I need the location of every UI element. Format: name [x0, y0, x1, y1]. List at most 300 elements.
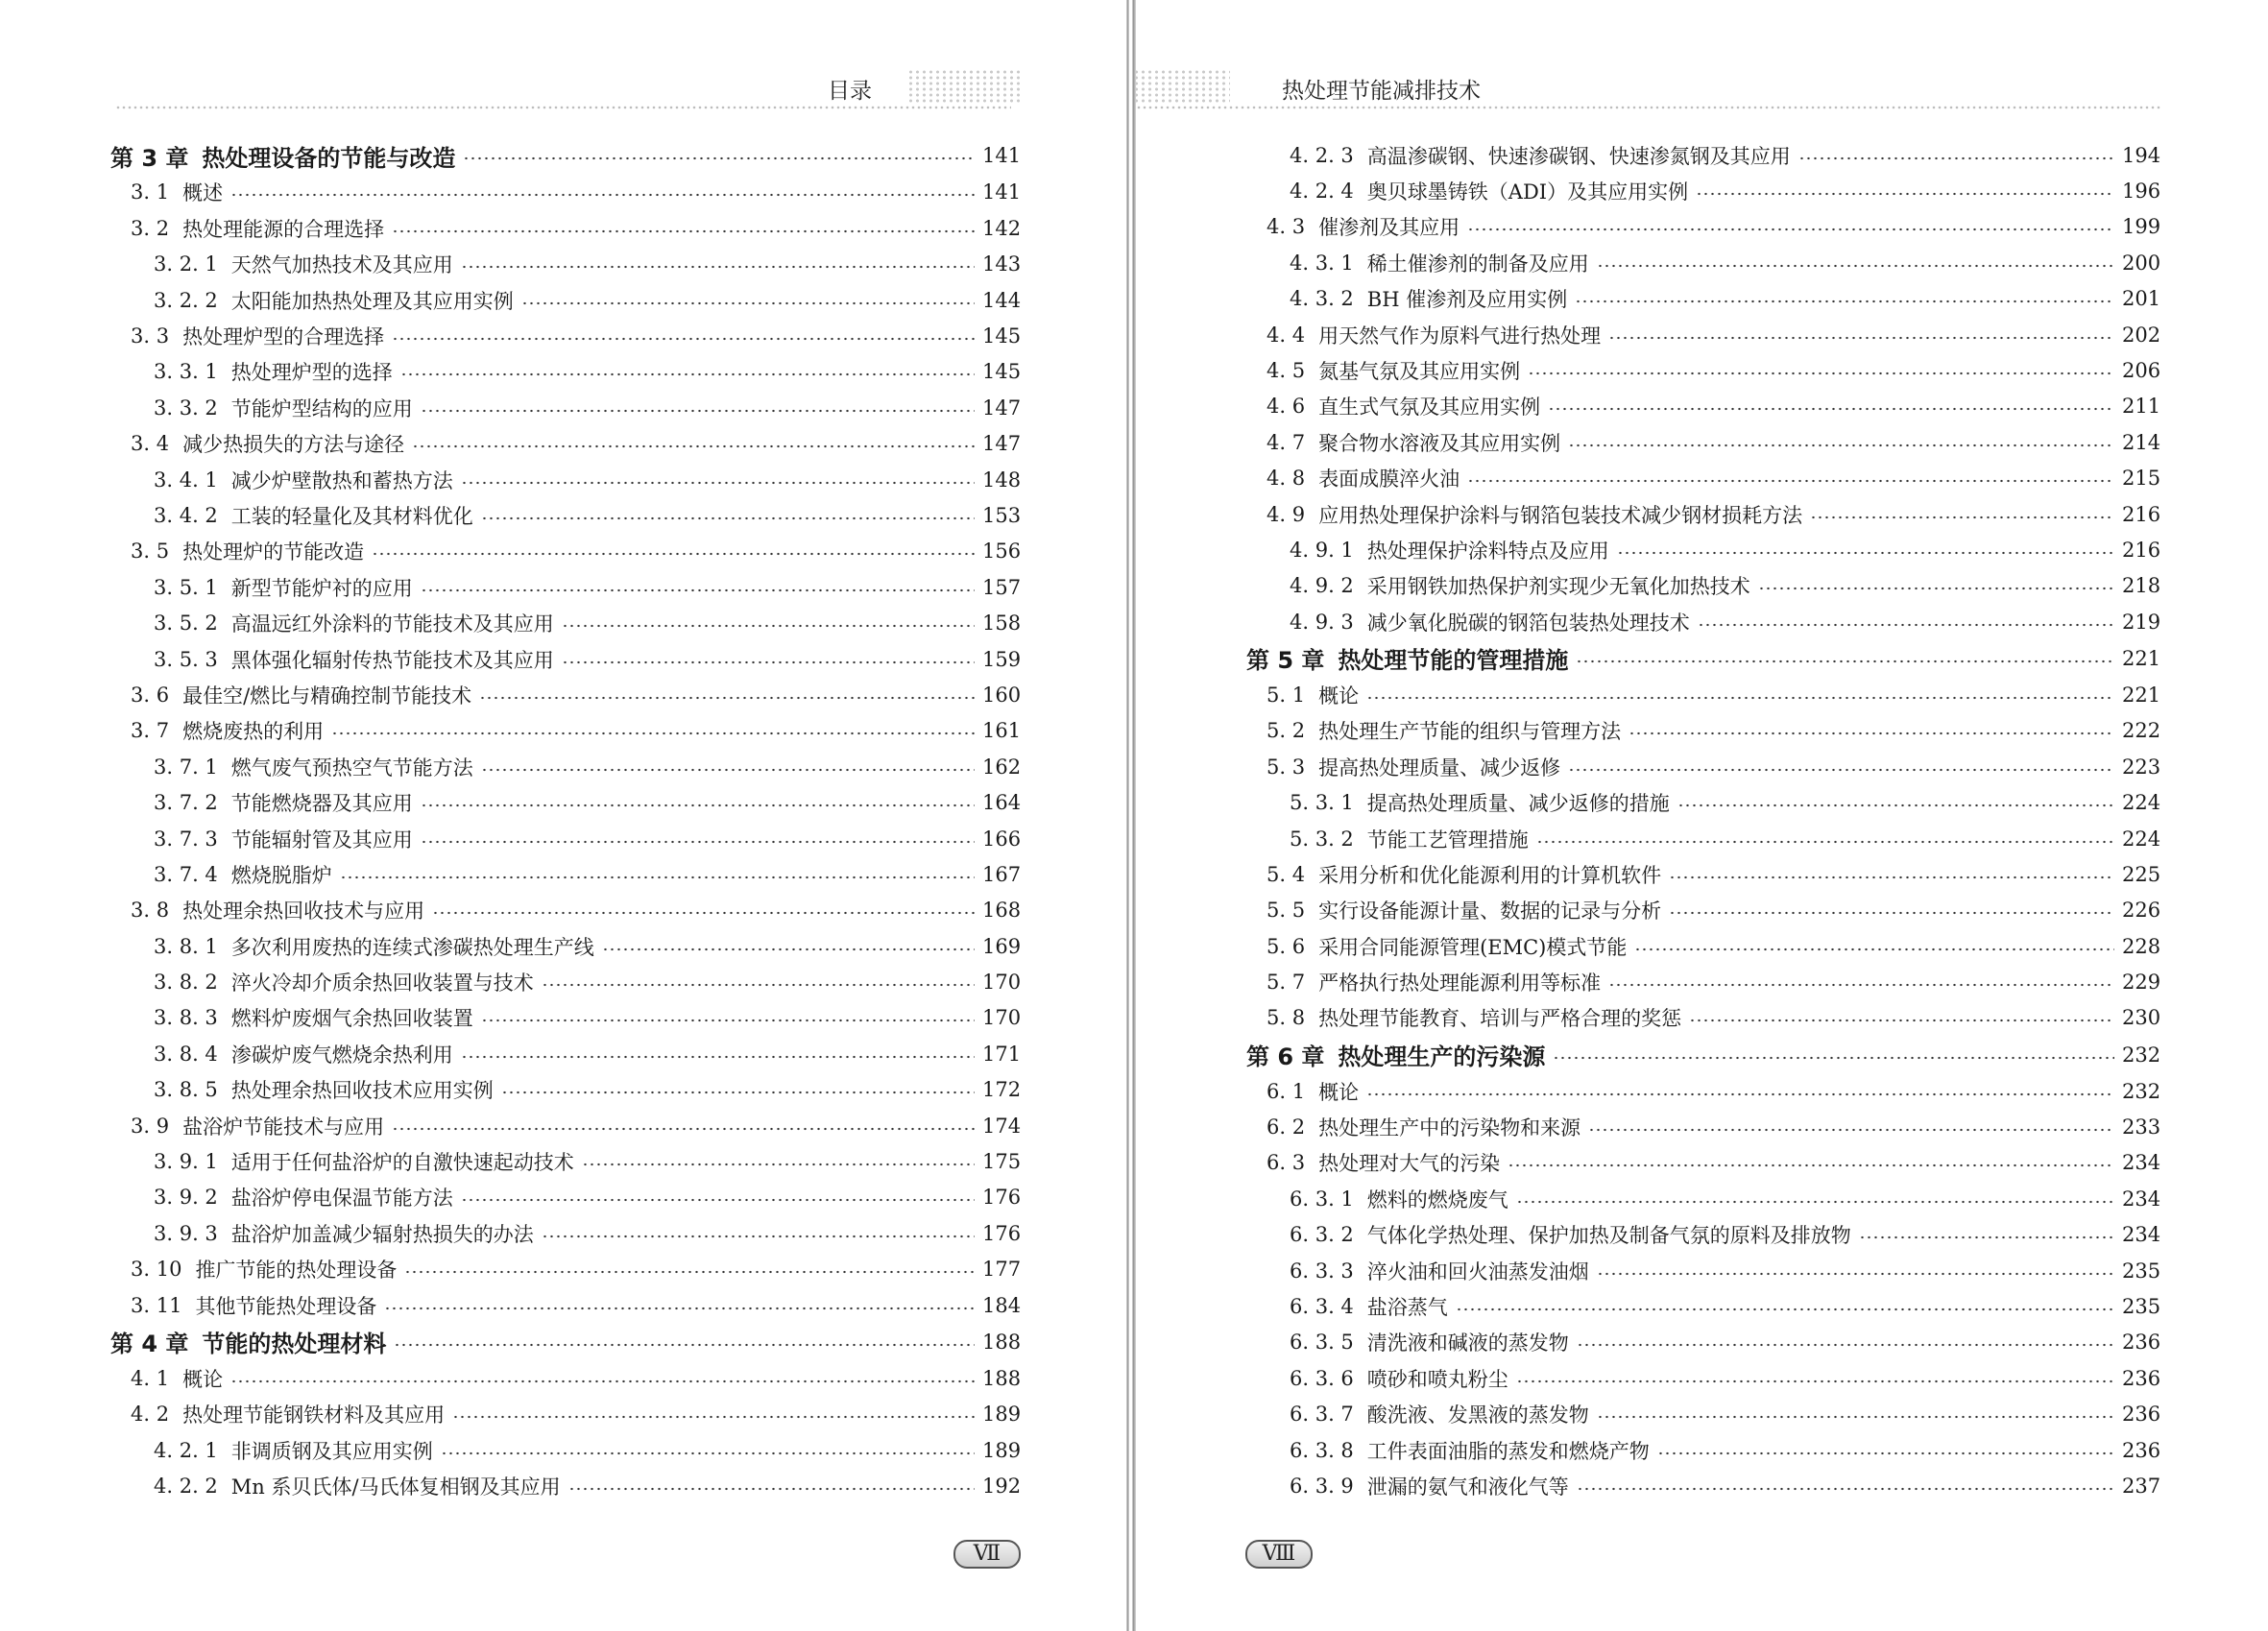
toc-section-entry: [1136, 604, 2268, 639]
toc-entry-page: 200: [2122, 251, 2161, 275]
toc-section-entry: [0, 1396, 1126, 1431]
toc-entry-title: 热处理保护涂料特点及应用: [1366, 539, 1609, 563]
toc-entry-number: 6. 3. 1: [1290, 1187, 1354, 1211]
toc-entry-title: 高温远红外涂料的节能技术及其应用: [230, 612, 554, 636]
toc-entry-page: 142: [982, 216, 1022, 240]
toc-dot-leader: [463, 156, 975, 160]
toc-entry-page: 145: [982, 360, 1022, 384]
toc-entry-title: 用天然气作为原料气进行热处理: [1318, 324, 1602, 348]
toc-dot-leader: [461, 1055, 975, 1059]
toc-entry-title: 天然气加热技术及其应用: [230, 253, 453, 277]
toc-entry-page: 188: [982, 1366, 1022, 1390]
toc-entry-title: 盐浴炉节能技术与应用: [182, 1115, 385, 1139]
toc-entry-number: 6. 3. 3: [1290, 1259, 1354, 1283]
toc-entry-page: 168: [982, 899, 1022, 923]
toc-entry-page: 232: [2122, 1079, 2161, 1103]
toc-entry-page: 229: [2122, 971, 2161, 995]
toc-entry-number: 4. 3: [1267, 215, 1306, 239]
toc-section-entry: [0, 605, 1126, 640]
toc-dot-leader: [1528, 372, 2114, 375]
toc-dot-leader: [1758, 587, 2114, 590]
toc-entry-number: 6. 3: [1267, 1151, 1306, 1175]
toc-entry-title: 应用热处理保护涂料与钢箔包装技术减少钢材损耗方法: [1318, 503, 1803, 527]
toc-dot-leader: [1597, 264, 2114, 268]
toc-entry-page: 141: [982, 180, 1022, 204]
toc-section-entry: [1136, 1432, 2268, 1468]
header-dot-pattern: [1136, 69, 1230, 104]
toc-entry-title: 工件表面油脂的蒸发和燃烧产物: [1366, 1439, 1650, 1463]
toc-dot-leader: [1508, 1163, 2114, 1167]
toc-entry-title: 非调质钢及其应用实例: [230, 1439, 433, 1463]
toc-entry-page: 235: [2122, 1295, 2161, 1318]
toc-entry-page: 189: [982, 1438, 1022, 1462]
toc-entry-number: 5. 6: [1267, 934, 1306, 958]
toc-entry-number: 3. 9. 3: [154, 1221, 218, 1245]
toc-section-entry: [0, 534, 1126, 569]
toc-entry-title: 黑体强化辐射传热节能技术及其应用: [230, 648, 554, 672]
toc-entry-title: 热处理炉型的选择: [230, 361, 393, 385]
toc-section-entry: [1136, 1360, 2268, 1396]
toc-section-entry: [1136, 461, 2268, 496]
toc-entry-page: 166: [982, 827, 1022, 851]
toc-entry-number: 4. 9. 2: [1290, 574, 1354, 598]
toc-entry-number: 5. 1: [1267, 683, 1306, 707]
toc-entry-page: 176: [982, 1186, 1022, 1210]
toc-dot-leader: [481, 516, 975, 520]
toc-dot-leader: [1689, 1019, 2114, 1022]
toc-entry-number: 5. 3. 2: [1290, 827, 1354, 851]
toc-entry-number: 6. 3. 4: [1290, 1295, 1354, 1318]
toc-entry-page: 233: [2122, 1115, 2161, 1139]
toc-dot-leader: [1516, 1379, 2114, 1383]
toc-entry-page: 147: [982, 432, 1022, 456]
toc-entry-number: 第 5 章: [1246, 647, 1325, 675]
toc-entry-title: 提高热处理质量、减少返修: [1318, 756, 1561, 780]
toc-dot-leader: [1617, 551, 2114, 555]
toc-section-entry: [1136, 1468, 2268, 1503]
toc-entry-title: 采用分析和优化能源利用的计算机软件: [1318, 863, 1662, 887]
toc-section-entry: [0, 1108, 1126, 1143]
toc-entry-number: 3. 4. 2: [154, 504, 218, 527]
toc-entry-title: 燃气废气预热空气节能方法: [230, 756, 473, 780]
toc-section-entry: [0, 426, 1126, 462]
toc-dot-leader: [1536, 840, 2114, 844]
header-dotted-rule: [1136, 106, 2162, 109]
toc-section-entry: [1136, 389, 2268, 424]
toc-entry-page: 222: [2122, 719, 2161, 743]
toc-entry-page: 236: [2122, 1403, 2161, 1427]
toc-entry-page: 223: [2122, 755, 2161, 779]
toc-entry-page: 226: [2122, 899, 2161, 923]
toc-dot-leader: [1859, 1235, 2114, 1239]
toc-section-entry: [0, 713, 1126, 749]
toc-entry-number: 4. 3. 1: [1290, 251, 1354, 275]
toc-chapter-entry: [0, 137, 1126, 175]
toc-entry-title: 泄漏的氨气和液化气等: [1366, 1475, 1569, 1499]
toc-entry-number: 3. 7. 1: [154, 755, 218, 779]
toc-section-entry: [0, 1143, 1126, 1179]
toc-entry-page: 176: [982, 1221, 1022, 1245]
toc-dot-leader: [372, 552, 975, 556]
toc-list: [0, 137, 1126, 1504]
toc-section-entry: [1136, 1253, 2268, 1288]
toc-entry-page: 144: [982, 288, 1022, 312]
toc-entry-number: 3. 7. 2: [154, 791, 218, 815]
toc-section-entry: [0, 1432, 1126, 1468]
toc-dot-leader: [1575, 300, 2114, 303]
toc-entry-page: 147: [982, 396, 1022, 420]
toc-entry-number: 4. 1: [131, 1366, 170, 1390]
toc-section-entry: [1136, 173, 2268, 208]
toc-dot-leader: [1568, 768, 2114, 772]
toc-section-entry: [1136, 1145, 2268, 1181]
toc-entry-page: 169: [982, 934, 1022, 958]
toc-section-entry: [0, 677, 1126, 712]
toc-section-entry: [0, 497, 1126, 533]
toc-entry-number: 6. 1: [1267, 1079, 1306, 1103]
toc-section-entry: [0, 749, 1126, 784]
toc-entry-page: 236: [2122, 1438, 2161, 1462]
toc-entry-number: 4. 4: [1267, 323, 1306, 347]
toc-section-entry: [0, 462, 1126, 497]
toc-entry-number: 4. 3. 2: [1290, 287, 1354, 311]
toc-entry-number: 3. 3. 2: [154, 396, 218, 420]
toc-entry-number: 第 4 章: [110, 1331, 189, 1358]
toc-entry-page: 215: [2122, 467, 2161, 491]
toc-entry-title: 工装的轻量化及其材料优化: [230, 505, 473, 528]
toc-dot-leader: [1698, 623, 2114, 627]
left-page-header: [115, 60, 1011, 117]
toc-entry-page: 206: [2122, 359, 2161, 383]
toc-dot-leader: [452, 1415, 975, 1419]
toc-entry-title: 热处理节能教育、培训与严格合理的奖惩: [1318, 1007, 1682, 1031]
toc-entry-number: 4. 2. 1: [154, 1438, 218, 1462]
toc-entry-number: 5. 3. 1: [1290, 791, 1354, 815]
toc-dot-leader: [392, 1127, 975, 1131]
toc-entry-page: 234: [2122, 1151, 2161, 1175]
toc-section-entry: [1136, 281, 2268, 317]
toc-section-entry: [0, 821, 1126, 856]
toc-entry-number: 6. 3. 6: [1290, 1366, 1354, 1390]
toc-entry-title: 实行设备能源计量、数据的记录与分析: [1318, 899, 1662, 923]
toc-section-entry: [0, 893, 1126, 928]
toc-dot-leader: [331, 732, 975, 735]
toc-section-entry: [1136, 137, 2268, 173]
toc-dot-leader: [421, 840, 975, 844]
toc-entry-number: 3. 8. 4: [154, 1042, 218, 1066]
toc-entry-number: 4. 9. 3: [1290, 610, 1354, 634]
toc-dot-leader: [421, 409, 975, 413]
toc-entry-title: 高温渗碳钢、快速渗碳钢、快速渗氮钢及其应用: [1366, 144, 1791, 168]
header-dot-pattern: [907, 69, 1021, 104]
toc-dot-leader: [461, 265, 975, 269]
toc-entry-title: 热处理生产的污染源: [1338, 1043, 1546, 1071]
toc-entry-number: 4. 8: [1267, 467, 1306, 491]
toc-entry-page: 141: [982, 144, 1022, 168]
toc-dot-leader: [392, 337, 975, 341]
toc-section-entry: [0, 1215, 1126, 1251]
toc-entry-title: 最佳空/燃比与精确控制节能技术: [182, 684, 472, 708]
toc-dot-leader: [568, 1487, 975, 1491]
toc-entry-title: 淬火油和回火油蒸发油烟: [1366, 1259, 1589, 1283]
toc-entry-page: 153: [982, 504, 1022, 527]
toc-dot-leader: [421, 804, 975, 807]
toc-entry-number: 4. 5: [1267, 359, 1306, 383]
toc-dot-leader: [1553, 1056, 2114, 1060]
toc-entry-number: 第 3 章: [110, 144, 189, 172]
toc-dot-leader: [1576, 660, 2114, 663]
toc-entry-page: 221: [2122, 646, 2161, 670]
toc-entry-page: 189: [982, 1403, 1022, 1427]
toc-entry-number: 5. 3: [1267, 755, 1306, 779]
toc-section-entry: [0, 175, 1126, 210]
toc-dot-leader: [230, 193, 975, 197]
toc-dot-leader: [461, 481, 975, 485]
toc-entry-title: 热处理能源的合理选择: [182, 217, 385, 241]
toc-section-entry: [0, 210, 1126, 246]
toc-entry-title: 酸洗液、发黑液的蒸发物: [1366, 1403, 1589, 1427]
toc-entry-number: 4. 2: [131, 1403, 170, 1427]
toc-entry-page: 211: [2122, 395, 2161, 419]
toc-entry-page: 161: [982, 719, 1022, 743]
toc-dot-leader: [392, 229, 975, 233]
toc-entry-title: BH 催渗剂及应用实例: [1366, 288, 1568, 312]
toc-entry-title: 热处理生产节能的组织与管理方法: [1318, 720, 1622, 744]
book-spine: [1126, 0, 1136, 1631]
toc-entry-number: 3. 2. 1: [154, 252, 218, 276]
toc-entry-page: 237: [2122, 1474, 2161, 1498]
toc-entry-page: 234: [2122, 1223, 2161, 1247]
toc-section-entry: [1136, 784, 2268, 820]
toc-entry-number: 5. 4: [1267, 862, 1306, 886]
toc-entry-number: 3. 9: [131, 1114, 170, 1138]
toc-entry-title: 燃烧废热的利用: [182, 720, 325, 744]
toc-entry-title: 热处理对大气的污染: [1318, 1152, 1501, 1176]
toc-entry-page: 235: [2122, 1259, 2161, 1283]
toc-section-entry: [0, 1000, 1126, 1036]
toc-entry-number: 4. 2. 3: [1290, 143, 1354, 167]
toc-entry-title: 渗碳炉废气燃烧余热利用: [230, 1043, 453, 1067]
toc-entry-number: 3. 3: [131, 324, 170, 348]
toc-dot-leader: [1669, 875, 2114, 879]
toc-entry-title: 热处理节能钢铁材料及其应用: [182, 1403, 446, 1427]
header-dotted-rule: [115, 106, 1011, 109]
toc-section-entry: [0, 247, 1126, 282]
toc-section-entry: [0, 641, 1126, 677]
toc-entry-title: 采用合同能源管理(EMC)模式节能: [1318, 935, 1628, 959]
toc-entry-number: 4. 6: [1267, 395, 1306, 419]
toc-entry-number: 3. 8. 1: [154, 934, 218, 958]
toc-entry-title: 淬火冷却介质余热回收装置与技术: [230, 971, 534, 995]
toc-entry-number: 第 6 章: [1246, 1043, 1325, 1071]
toc-entry-page: 202: [2122, 323, 2161, 347]
toc-section-entry: [0, 1287, 1126, 1323]
toc-entry-number: 3. 8. 2: [154, 971, 218, 995]
toc-dot-leader: [1657, 1451, 2114, 1455]
toc-entry-title: 采用钢铁加热保护剂实现少无氧化加热技术: [1366, 575, 1750, 599]
toc-dot-leader: [1597, 1272, 2114, 1276]
toc-section-entry: [1136, 1181, 2268, 1216]
toc-entry-number: 3. 7. 3: [154, 827, 218, 851]
toc-entry-page: 214: [2122, 430, 2161, 454]
toc-section-entry: [1136, 1217, 2268, 1253]
toc-dot-leader: [1588, 1128, 2114, 1132]
toc-section-entry: [1136, 1288, 2268, 1324]
toc-chapter-entry: [1136, 639, 2268, 677]
right-page: [1136, 0, 2268, 1631]
toc-entry-number: 3. 3. 1: [154, 360, 218, 384]
toc-section-entry: [0, 1360, 1126, 1396]
toc-section-entry: [1136, 749, 2268, 784]
toc-entry-page: 158: [982, 612, 1022, 636]
toc-entry-page: 224: [2122, 791, 2161, 815]
toc-entry-page: 157: [982, 575, 1022, 599]
toc-entry-page: 236: [2122, 1366, 2161, 1390]
toc-entry-number: 4. 9. 1: [1290, 538, 1354, 562]
toc-entry-page: 199: [2122, 215, 2161, 239]
toc-entry-number: 3. 4. 1: [154, 468, 218, 492]
toc-section-entry: [1136, 893, 2268, 928]
toc-section-entry: [1136, 677, 2268, 712]
toc-entry-page: 177: [982, 1258, 1022, 1282]
toc-entry-title: 燃烧脱脂炉: [230, 863, 332, 887]
toc-entry-title: 减少炉壁散热和蓄热方法: [230, 468, 453, 492]
toc-section-entry: [1136, 1000, 2268, 1036]
toc-section-entry: [0, 1180, 1126, 1215]
toc-section-entry: [0, 856, 1126, 892]
toc-entry-number: 3. 8. 5: [154, 1078, 218, 1102]
toc-entry-number: 3. 11: [131, 1293, 182, 1317]
toc-entry-title: 减少氧化脱碳的钢箔包装热处理技术: [1366, 611, 1690, 635]
toc-dot-leader: [1467, 228, 2114, 231]
toc-entry-title: 热处理节能的管理措施: [1338, 647, 1569, 675]
toc-dot-leader: [1608, 336, 2114, 340]
toc-entry-number: 5. 5: [1267, 899, 1306, 923]
toc-entry-page: 230: [2122, 1006, 2161, 1030]
toc-entry-number: 4. 2. 4: [1290, 180, 1354, 204]
toc-entry-number: 3. 10: [131, 1258, 182, 1282]
toc-entry-title: 概论: [1318, 1080, 1360, 1104]
toc-dot-leader: [461, 1198, 975, 1202]
toc-entry-title: 热处理设备的节能与改造: [202, 144, 456, 172]
toc-entry-title: 喷砂和喷丸粉尘: [1366, 1367, 1508, 1391]
toc-entry-number: 6. 3. 5: [1290, 1331, 1354, 1355]
toc-entry-title: 热处理余热回收技术应用实例: [230, 1079, 494, 1103]
toc-entry-page: 236: [2122, 1331, 2161, 1355]
toc-entry-title: 稀土催渗剂的制备及应用: [1366, 252, 1589, 276]
toc-entry-title: 节能辐射管及其应用: [230, 827, 413, 851]
toc-dot-leader: [1696, 192, 2114, 196]
toc-section-entry: [0, 282, 1126, 318]
toc-entry-title: 概述: [182, 181, 224, 205]
toc-dot-leader: [340, 875, 975, 879]
toc-entry-page: 201: [2122, 287, 2161, 311]
toc-section-entry: [1136, 245, 2268, 280]
toc-dot-leader: [1677, 804, 2114, 807]
toc-section-entry: [1136, 1073, 2268, 1109]
toc-dot-leader: [412, 444, 975, 448]
toc-entry-title: 热处理生产中的污染物和来源: [1318, 1116, 1581, 1140]
toc-entry-title: 盐浴炉停电保温节能方法: [230, 1187, 453, 1211]
toc-section-entry: [1136, 532, 2268, 567]
toc-entry-page: 174: [982, 1114, 1022, 1138]
toc-entry-number: 4. 7: [1267, 430, 1306, 454]
toc-entry-title: 热处理炉型的合理选择: [182, 325, 385, 349]
toc-dot-leader: [384, 1307, 975, 1310]
toc-entry-page: 219: [2122, 610, 2161, 634]
toc-entry-number: 3. 5. 2: [154, 612, 218, 636]
toc-dot-leader: [481, 768, 975, 772]
running-head-title: 目录: [828, 79, 872, 104]
toc-dot-leader: [1568, 444, 2114, 447]
toc-entry-number: 3. 7. 4: [154, 862, 218, 886]
toc-entry-page: 218: [2122, 574, 2161, 598]
toc-entry-number: 5. 2: [1267, 719, 1306, 743]
toc-entry-title: 多次利用废热的连续式渗碳热处理生产线: [230, 935, 594, 959]
toc-entry-page: 156: [982, 540, 1022, 564]
toc-entry-page: 171: [982, 1042, 1022, 1066]
toc-dot-leader: [1577, 1487, 2114, 1491]
toc-dot-leader: [562, 660, 975, 664]
toc-entry-title: 节能燃烧器及其应用: [230, 792, 413, 816]
toc-section-entry: [1136, 964, 2268, 999]
toc-entry-number: 3. 8. 3: [154, 1006, 218, 1030]
toc-entry-title: 适用于任何盐浴炉的自激快速起动技术: [230, 1151, 574, 1175]
toc-dot-leader: [562, 624, 975, 628]
toc-entry-number: 5. 7: [1267, 971, 1306, 995]
toc-entry-number: 4. 9: [1267, 502, 1306, 526]
toc-entry-page: 225: [2122, 862, 2161, 886]
toc-dot-leader: [501, 1091, 975, 1094]
toc-entry-page: 224: [2122, 827, 2161, 851]
toc-entry-number: 3. 9. 1: [154, 1150, 218, 1174]
toc-entry-page: 221: [2122, 683, 2161, 707]
toc-dot-leader: [1516, 1200, 2114, 1204]
toc-entry-title: 热处理炉的节能改造: [182, 540, 365, 564]
toc-entry-title: 直生式气氛及其应用实例: [1318, 396, 1541, 420]
toc-section-entry: [0, 1468, 1126, 1503]
toc-section-entry: [1136, 352, 2268, 388]
toc-entry-page: 148: [982, 468, 1022, 492]
toc-entry-title: 催渗剂及其应用: [1318, 216, 1460, 240]
toc-entry-title: 氮基气氛及其应用实例: [1318, 360, 1521, 384]
toc-entry-title: 推广节能的热处理设备: [195, 1259, 398, 1283]
page-number: Ⅷ: [1245, 1540, 1313, 1569]
toc-entry-title: 清洗液和碱液的蒸发物: [1366, 1331, 1569, 1355]
toc-dot-leader: [1597, 1415, 2114, 1419]
toc-entry-title: 盐浴炉加盖减少辐射热损失的办法: [230, 1222, 534, 1246]
toc-dot-leader: [1810, 516, 2114, 519]
toc-dot-leader: [1548, 407, 2114, 411]
toc-entry-title: 概论: [1318, 684, 1360, 708]
toc-entry-number: 3. 1: [131, 180, 170, 204]
toc-section-entry: [1136, 568, 2268, 604]
toc-entry-title: 热处理余热回收技术与应用: [182, 899, 425, 923]
toc-section-entry: [0, 354, 1126, 390]
toc-dot-leader: [542, 983, 975, 987]
toc-entry-page: 232: [2122, 1043, 2161, 1067]
toc-section-entry: [1136, 496, 2268, 532]
toc-entry-title: 盐浴蒸气: [1366, 1296, 1448, 1319]
toc-entry-page: 234: [2122, 1187, 2161, 1211]
toc-entry-title: 燃料炉废烟气余热回收装置: [230, 1007, 473, 1031]
toc-dot-leader: [1629, 732, 2114, 735]
toc-section-entry: [1136, 1109, 2268, 1144]
toc-entry-title: 太阳能加热热处理及其应用实例: [230, 289, 514, 313]
toc-entry-number: 5. 8: [1267, 1006, 1306, 1030]
toc-entry-page: 175: [982, 1150, 1022, 1174]
toc-dot-leader: [479, 696, 975, 700]
